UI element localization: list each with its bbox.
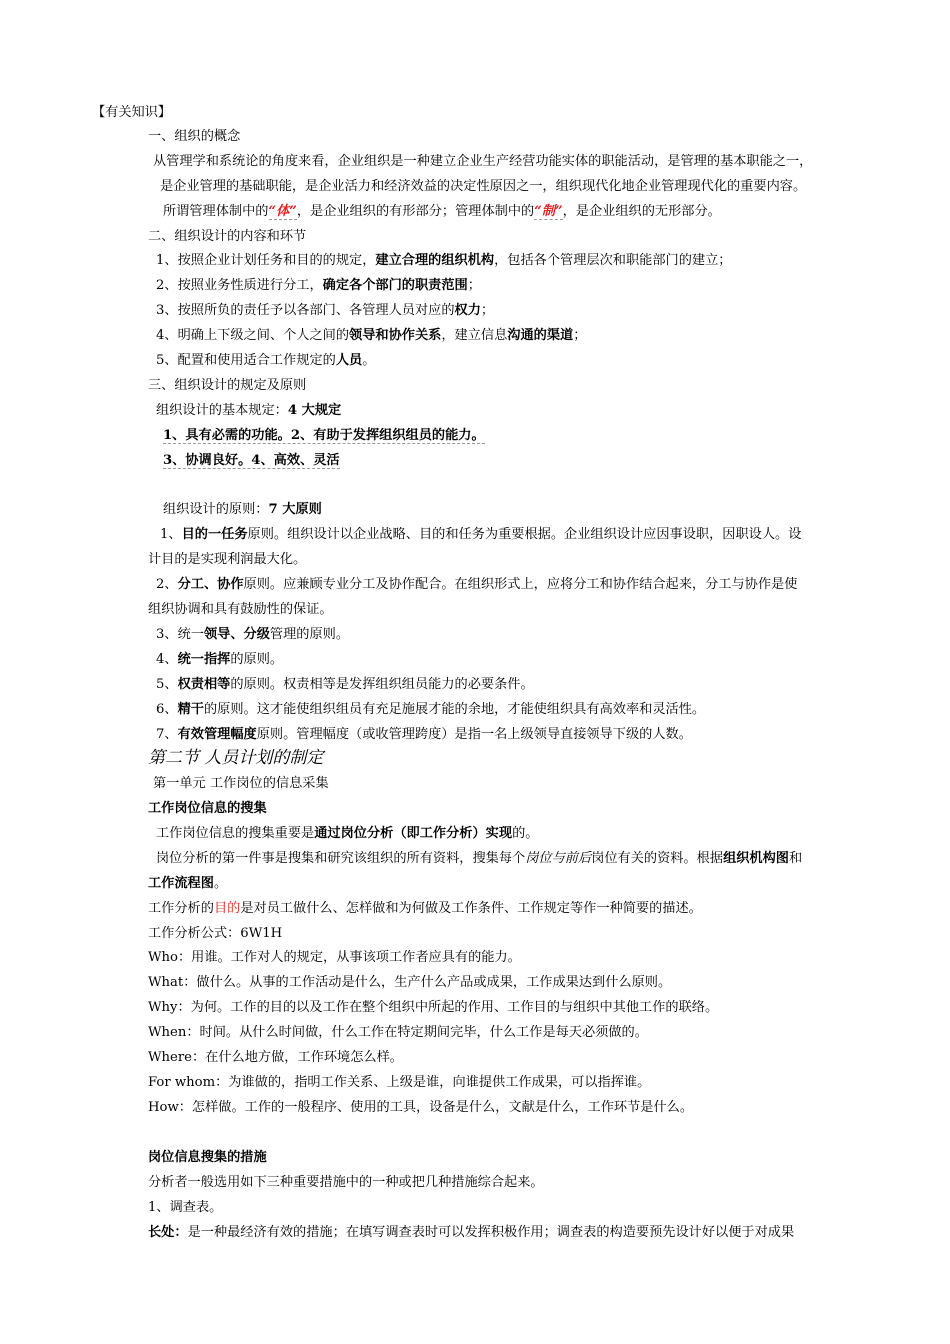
principle-item: 1、目的一任务原则。组织设计以企业战略、目的和任务为重要根据。企业组织设计应因事设职，因职设人。设 xyxy=(160,527,802,542)
paragraph-line: When：时间。从什么时间做，什么工作在特定期间完毕，什么工作是每天必须做的。 xyxy=(148,1025,648,1040)
heading-org-concept: 一、组织的概念 xyxy=(148,129,241,144)
paragraph-line: 计目的是实现利润最大化。 xyxy=(148,552,307,567)
paragraph-line: 工作分析公式：6W1H xyxy=(148,926,283,941)
principle-item: 2、分工、协作原则。应兼顾专业分工及协作配合。在组织形式上，应将分工和协作结合起来，分工与协作是使 xyxy=(156,577,798,592)
paragraph-line: 工作分析的目的是对员工做什么、怎样做和为何做及工作条件、工作规定等作一种简要的描述。 xyxy=(148,901,702,916)
subheading: 岗位信息搜集的措施 xyxy=(148,1150,267,1165)
list-item: 2、按照业务性质进行分工，确定各个部门的职责范围； xyxy=(156,278,481,293)
paragraph-line: 组织设计的基本规定：4 大规定 xyxy=(156,403,342,418)
paragraph-line: 长处：是一种最经济有效的措施；在填写调查表时可以发挥积极作用；调查表的构造要预先设计好以便于对成果 xyxy=(148,1225,795,1240)
principle-item: 7、有效管理幅度原则。管理幅度（或收管理跨度）是指一名上级领导直接领导下级的人数。 xyxy=(156,727,692,742)
unit-heading: 第一单元 工作岗位的信息采集 xyxy=(153,776,329,791)
section-heading-2: 第二节 人员计划的制定 xyxy=(148,748,324,768)
paragraph-line: 是企业管理的基础职能，是企业活力和经济效益的决定性原因之一，组织现代化地企业管理现代化的重要内容。 xyxy=(160,179,807,194)
paragraph-line: Why：为何。工作的目的以及工作在整个组织中所起的作用、工作目的与组织中其他工作的联络。 xyxy=(148,1000,719,1015)
paragraph-line: 从管理学和系统论的角度来看，企业组织是一种建立企业生产经营功能实体的职能活动，是管理的基本职能之一， xyxy=(153,154,813,169)
rules-line: 3、协调良好。4、高效、灵活 xyxy=(163,453,340,468)
paragraph-line: 组织协调和具有鼓励性的保证。 xyxy=(148,602,333,617)
list-item: 5、配置和使用适合工作规定的人员。 xyxy=(156,353,376,368)
principle-item: 5、权责相等的原则。权责相等是发挥组织组员能力的必要条件。 xyxy=(156,677,534,692)
paragraph-line: Where：在什么地方做，工作环境怎么样。 xyxy=(148,1050,403,1065)
heading-org-design-rules: 三、组织设计的规定及原则 xyxy=(148,378,307,393)
list-item: 1、按照企业计划任务和目的的规定，建立合理的组织机构，包括各个管理层次和职能部门的建立； xyxy=(156,253,732,268)
principle-item: 4、统一指挥的原则。 xyxy=(156,652,284,667)
section-heading-knowledge: 【有关知识】 xyxy=(92,105,172,120)
subheading: 工作岗位信息的搜集 xyxy=(148,801,267,816)
principle-item: 6、精干的原则。这才能使组织组员有充足施展才能的余地，才能使组织具有高效率和灵活性。 xyxy=(156,702,706,717)
paragraph-line: 岗位分析的第一件事是搜集和研究该组织的所有资料，搜集每个岗位与前后岗位有关的资料。根据组织机构图和 xyxy=(156,851,803,866)
heading-org-design-content: 二、组织设计的内容和环节 xyxy=(148,229,307,244)
principle-item: 3、统一领导、分级管理的原则。 xyxy=(156,627,350,642)
rules-line: 1、具有必需的功能。2、有助于发挥组织组员的能力。 xyxy=(163,428,485,443)
paragraph-line: 组织设计的原则：7 大原则 xyxy=(163,502,322,517)
paragraph-line: 1、调查表。 xyxy=(148,1200,223,1215)
paragraph-line: For whom：为谁做的，指明工作关系、上级是谁，向谁提供工作成果，可以指挥谁。 xyxy=(148,1075,651,1090)
paragraph-line: 工作流程图。 xyxy=(148,876,228,891)
emphasis-zhi: “制” xyxy=(534,204,563,219)
emphasis-ti: “体” xyxy=(268,204,297,219)
paragraph-line: 工作岗位信息的搜集重要是通过岗位分析（即工作分析）实现的。 xyxy=(156,826,539,841)
paragraph-line: 所谓管理体制中的“体”，是企业组织的有形部分；管理体制中的“制”，是企业组织的无形部分。 xyxy=(163,204,721,219)
paragraph-line: How：怎样做。工作的一般程序、使用的工具，设备是什么，文献是什么，工作环节是什么。 xyxy=(148,1100,694,1115)
list-item: 4、明确上下级之间、个人之间的领导和协作关系，建立信息沟通的渠道； xyxy=(156,328,587,343)
paragraph-line: 分析者一般选用如下三种重要措施中的一种或把几种措施综合起来。 xyxy=(148,1175,544,1190)
paragraph-line: Who：用谁。工作对人的规定，从事该项工作者应具有的能力。 xyxy=(148,950,521,965)
paragraph-line: What：做什么。从事的工作活动是什么，生产什么产品或成果，工作成果达到什么原则。 xyxy=(148,975,672,990)
list-item: 3、按照所负的责任予以各部门、各管理人员对应的权力； xyxy=(156,303,495,318)
